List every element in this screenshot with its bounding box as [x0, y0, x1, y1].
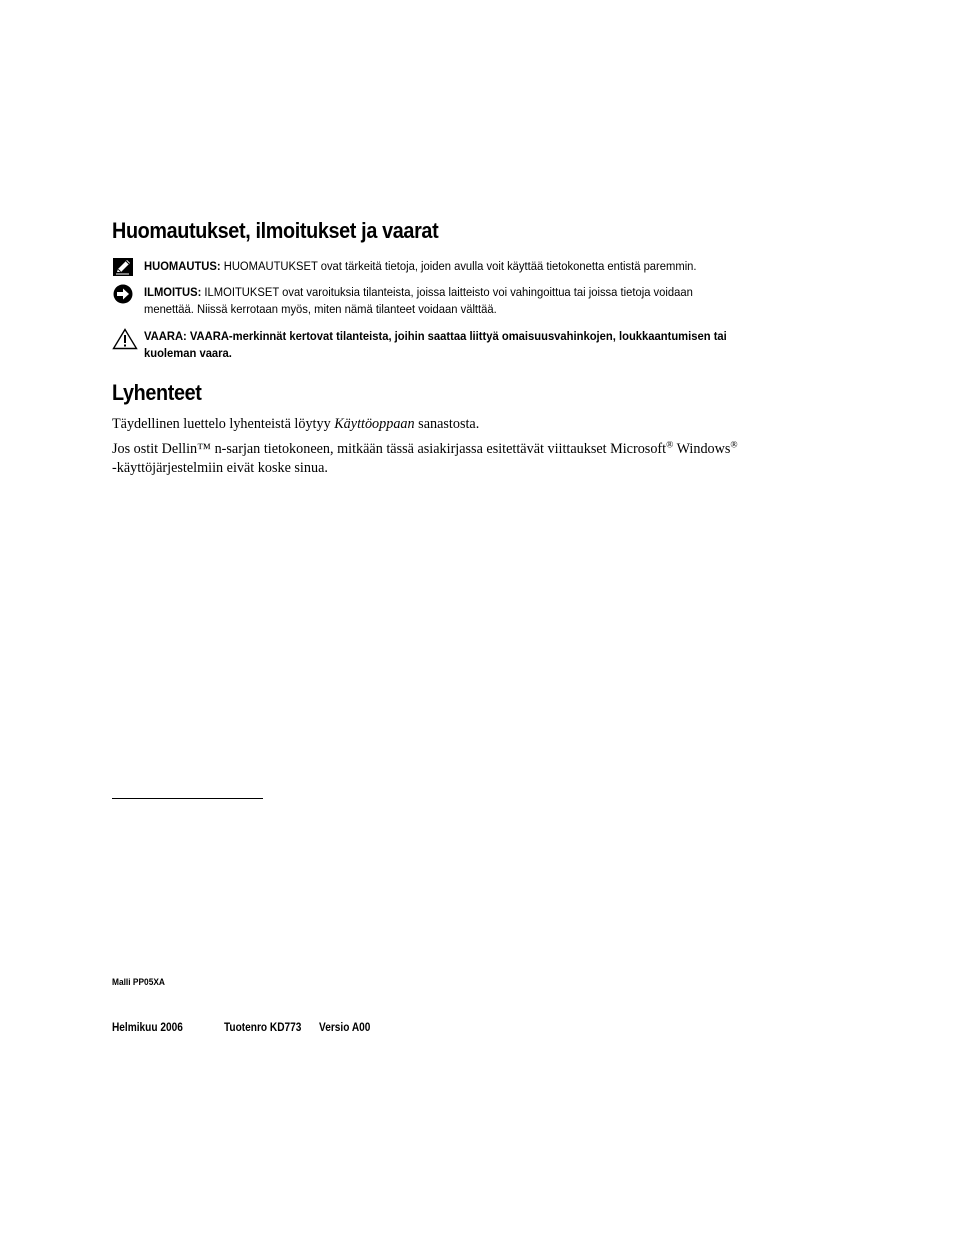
note-text: HUOMAUTUKSET ovat tärkeitä tietoja, joiden avulla voit käyttää tietokonetta entistä paremmin.: [220, 259, 697, 273]
para1-text-before: Täydellinen luettelo lyhenteistä löytyy: [112, 416, 335, 432]
notice-text-line1: ILMOITUKSET ovat varoituksia tilanteista, joissa laitteisto voi vahingoittua tai joissa tietoja voidaan: [201, 285, 693, 299]
caution-text-line2: kuoleman vaara.: [144, 346, 232, 360]
abbreviations-paragraph-1: [112, 415, 832, 434]
para1-italic-title: Käyttöoppaan: [334, 416, 415, 432]
notice-text-line2: menettää. Niissä kerrotaan myös, miten nämä tilanteet voidaan välttää.: [144, 302, 497, 316]
warning-triangle-icon: [112, 328, 136, 348]
notice-block: [112, 284, 812, 318]
abbreviations-paragraph-2: [112, 440, 832, 478]
caution-block: [112, 328, 812, 362]
notice-arrow-icon: [112, 284, 136, 304]
para2-text-part3: -käyttöjärjestelmiin eivät koske sinua.: [112, 460, 328, 476]
para2-text-part2: Windows: [673, 441, 731, 457]
note-label: HUOMAUTUS:: [144, 259, 221, 273]
notice-label: ILMOITUS:: [144, 285, 202, 299]
para2-text-part1: Jos ostit Dellin™ n-sarjan tietokoneen, mitkään tässä asiakirjassa esitettävät viittaukset Microsoft: [112, 441, 667, 457]
version-label: Versio A00: [319, 1022, 371, 1034]
model-number: Malli PP05XA: [112, 977, 165, 988]
registered-mark: ®: [730, 440, 738, 451]
note-block: [112, 258, 812, 275]
pencil-note-icon: [112, 258, 136, 278]
para1-text-after: sanastosta.: [414, 416, 480, 432]
registered-mark: ®: [666, 440, 674, 451]
caution-label: VAARA:: [144, 329, 187, 343]
notices-heading: Huomautukset, ilmoitukset ja vaarat: [112, 218, 439, 243]
footnote-divider: [112, 798, 263, 799]
abbreviations-heading: Lyhenteet: [112, 380, 202, 405]
part-number: Tuotenro KD773: [224, 1022, 302, 1034]
caution-text-line1: VAARA-merkinnät kertovat tilanteista, joihin saattaa liittyä omaisuusvahinkojen, loukkaantumisen tai: [186, 329, 727, 343]
publication-date: Helmikuu 2006: [112, 1022, 183, 1034]
